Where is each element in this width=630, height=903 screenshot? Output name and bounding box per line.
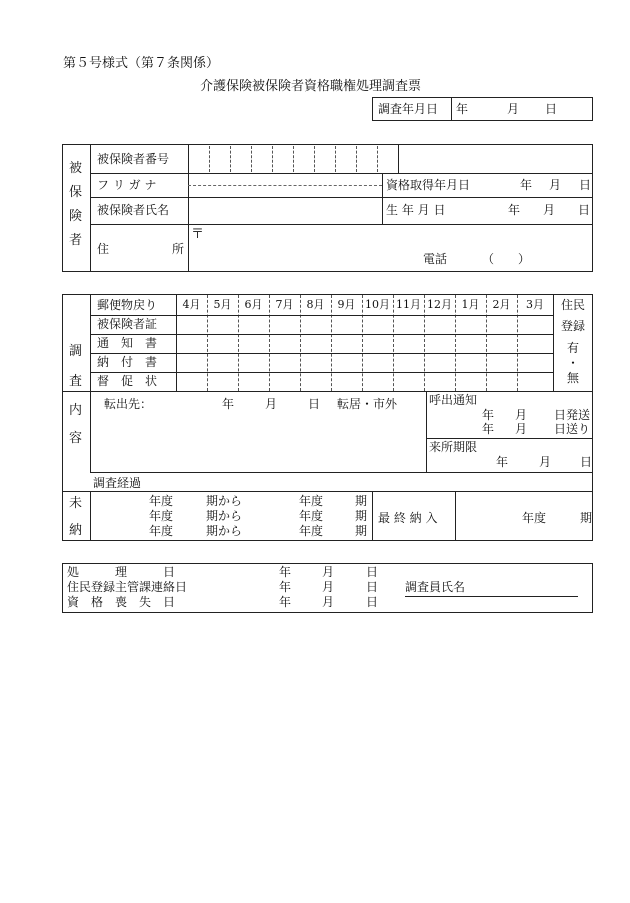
birth-year[interactable]: 年 xyxy=(508,203,521,217)
address-label-1: 住 xyxy=(97,242,110,256)
unpaid-row-1-from-term[interactable]: 期から xyxy=(206,494,243,508)
month-header: 3月 xyxy=(526,298,544,311)
moveout-month[interactable]: 月 xyxy=(265,397,278,411)
process-date-label: 処 理 日 xyxy=(67,565,176,579)
month-header: 8月 xyxy=(306,298,325,311)
insured-label-4: 者 xyxy=(69,233,83,248)
final-payment-label: 最 終 納 入 xyxy=(378,511,438,525)
month-header: 5月 xyxy=(213,298,232,311)
unpaid-row-2-to-year[interactable]: 年度 xyxy=(299,509,324,523)
visit-year[interactable]: 年 xyxy=(496,455,509,469)
survey-date-day[interactable]: 日 xyxy=(545,102,558,116)
survey-label-4: 容 xyxy=(69,431,83,446)
returned-label: 送り xyxy=(566,422,591,436)
call-notice-label: 呼出通知 xyxy=(429,393,478,407)
call-sent-month[interactable]: 月 xyxy=(515,408,528,422)
survey-date-year[interactable]: 年 xyxy=(456,102,469,116)
month-header: 1月 xyxy=(461,298,480,311)
survey-section xyxy=(62,294,593,541)
call-return-year[interactable]: 年 xyxy=(482,422,495,436)
insured-label-2: 保 xyxy=(69,185,83,200)
registry-dot: ・ xyxy=(566,356,579,370)
row-returned-mail: 郵便物戻り xyxy=(97,298,158,312)
phone-parens[interactable]: （ ） xyxy=(482,252,531,266)
survey-date-label: 調査年月日 xyxy=(378,102,439,116)
unpaid-row-2-from-year[interactable]: 年度 xyxy=(149,509,174,523)
unpaid-row-1-to-term[interactable]: 期 xyxy=(355,494,368,508)
row-payment-slip: 納 付 書 xyxy=(97,355,158,369)
contact-day[interactable]: 日 xyxy=(366,580,379,594)
loss-year[interactable]: 年 xyxy=(279,595,292,609)
month-header: 12月 xyxy=(427,298,452,311)
call-sent-day[interactable]: 日 xyxy=(554,408,567,422)
loss-date-label: 資 格 喪 失 日 xyxy=(67,595,176,609)
process-month[interactable]: 月 xyxy=(322,565,335,579)
insured-name-label: 被保険者氏名 xyxy=(97,203,170,217)
contact-month[interactable]: 月 xyxy=(322,580,335,594)
row-insurance-card: 被保険者証 xyxy=(97,317,158,331)
process-year[interactable]: 年 xyxy=(279,565,292,579)
contact-year[interactable]: 年 xyxy=(279,580,292,594)
phone-label: 電話 xyxy=(423,252,448,266)
moveout-year[interactable]: 年 xyxy=(222,397,235,411)
visit-day[interactable]: 日 xyxy=(580,455,593,469)
unpaid-label-2: 納 xyxy=(69,523,83,538)
acquired-day[interactable]: 日 xyxy=(579,178,592,192)
visit-month[interactable]: 月 xyxy=(539,455,552,469)
investigator-signature-line[interactable] xyxy=(405,596,578,597)
month-header: 6月 xyxy=(244,298,263,311)
unpaid-row-1-to-year[interactable]: 年度 xyxy=(299,494,324,508)
registry-yes[interactable]: 有 xyxy=(566,341,579,355)
month-header: 7月 xyxy=(275,298,294,311)
unpaid-row-1-from-year[interactable]: 年度 xyxy=(149,494,174,508)
acquired-date-label: 資格取得年月日 xyxy=(386,178,471,192)
call-sent-year[interactable]: 年 xyxy=(482,408,495,422)
birth-date-label: 生 年 月 日 xyxy=(386,203,446,217)
survey-label-1: 調 xyxy=(69,344,83,359)
moveout-label: 転出先： xyxy=(104,397,153,411)
unpaid-row-3-from-term[interactable]: 期から xyxy=(206,524,243,538)
birth-day[interactable]: 日 xyxy=(578,203,591,217)
visit-deadline-label: 来所期限 xyxy=(429,440,478,454)
acquired-year[interactable]: 年 xyxy=(520,178,533,192)
unpaid-row-3-from-year[interactable]: 年度 xyxy=(149,524,174,538)
call-return-day[interactable]: 日 xyxy=(554,422,567,436)
moveout-note: 転居・市外 xyxy=(337,397,398,411)
loss-month[interactable]: 月 xyxy=(322,595,335,609)
form-title: 介護保険被保険者資格職権処理調査票 xyxy=(200,79,422,94)
unpaid-row-2-from-term[interactable]: 期から xyxy=(206,509,243,523)
row-notice: 通 知 書 xyxy=(97,336,158,350)
sent-label: 発送 xyxy=(566,408,591,422)
investigator-label: 調査員氏名 xyxy=(405,580,466,594)
unpaid-label-1: 未 xyxy=(69,496,83,511)
loss-day[interactable]: 日 xyxy=(366,595,379,609)
month-header: 2月 xyxy=(492,298,511,311)
registry-no[interactable]: 無 xyxy=(566,371,579,385)
final-payment-term[interactable]: 期 xyxy=(580,511,593,525)
month-header: 4月 xyxy=(182,298,201,311)
survey-label-2: 査 xyxy=(69,374,83,389)
postal-mark: 〒 xyxy=(191,227,205,242)
birth-month[interactable]: 月 xyxy=(543,203,556,217)
survey-label-3: 内 xyxy=(69,403,83,418)
unpaid-row-2-to-term[interactable]: 期 xyxy=(355,509,368,523)
final-payment-year[interactable]: 年度 xyxy=(522,511,547,525)
insured-label-1: 被 xyxy=(69,161,83,176)
registry-label-1: 住民 xyxy=(560,298,585,312)
month-header: 10月 xyxy=(365,298,390,311)
furigana-label: フ リ ガ ナ xyxy=(97,178,157,192)
month-header: 11月 xyxy=(396,298,421,311)
row-reminder: 督 促 状 xyxy=(97,374,158,388)
address-label-2: 所 xyxy=(172,242,185,256)
registry-contact-date-label: 住民登録主管課連絡日 xyxy=(67,580,188,594)
history-label: 調査経過 xyxy=(93,476,142,490)
call-return-month[interactable]: 月 xyxy=(515,422,528,436)
registry-label-2: 登録 xyxy=(560,319,585,333)
unpaid-row-3-to-term[interactable]: 期 xyxy=(355,524,368,538)
unpaid-row-3-to-year[interactable]: 年度 xyxy=(299,524,324,538)
acquired-month[interactable]: 月 xyxy=(549,178,562,192)
survey-date-month[interactable]: 月 xyxy=(507,102,520,116)
form-number: 第５号様式（第７条関係） xyxy=(63,56,220,71)
moveout-day[interactable]: 日 xyxy=(308,397,321,411)
insured-label-3: 険 xyxy=(69,209,83,224)
process-day[interactable]: 日 xyxy=(366,565,379,579)
insured-number-label: 被保険者番号 xyxy=(97,152,170,166)
month-header: 9月 xyxy=(337,298,356,311)
